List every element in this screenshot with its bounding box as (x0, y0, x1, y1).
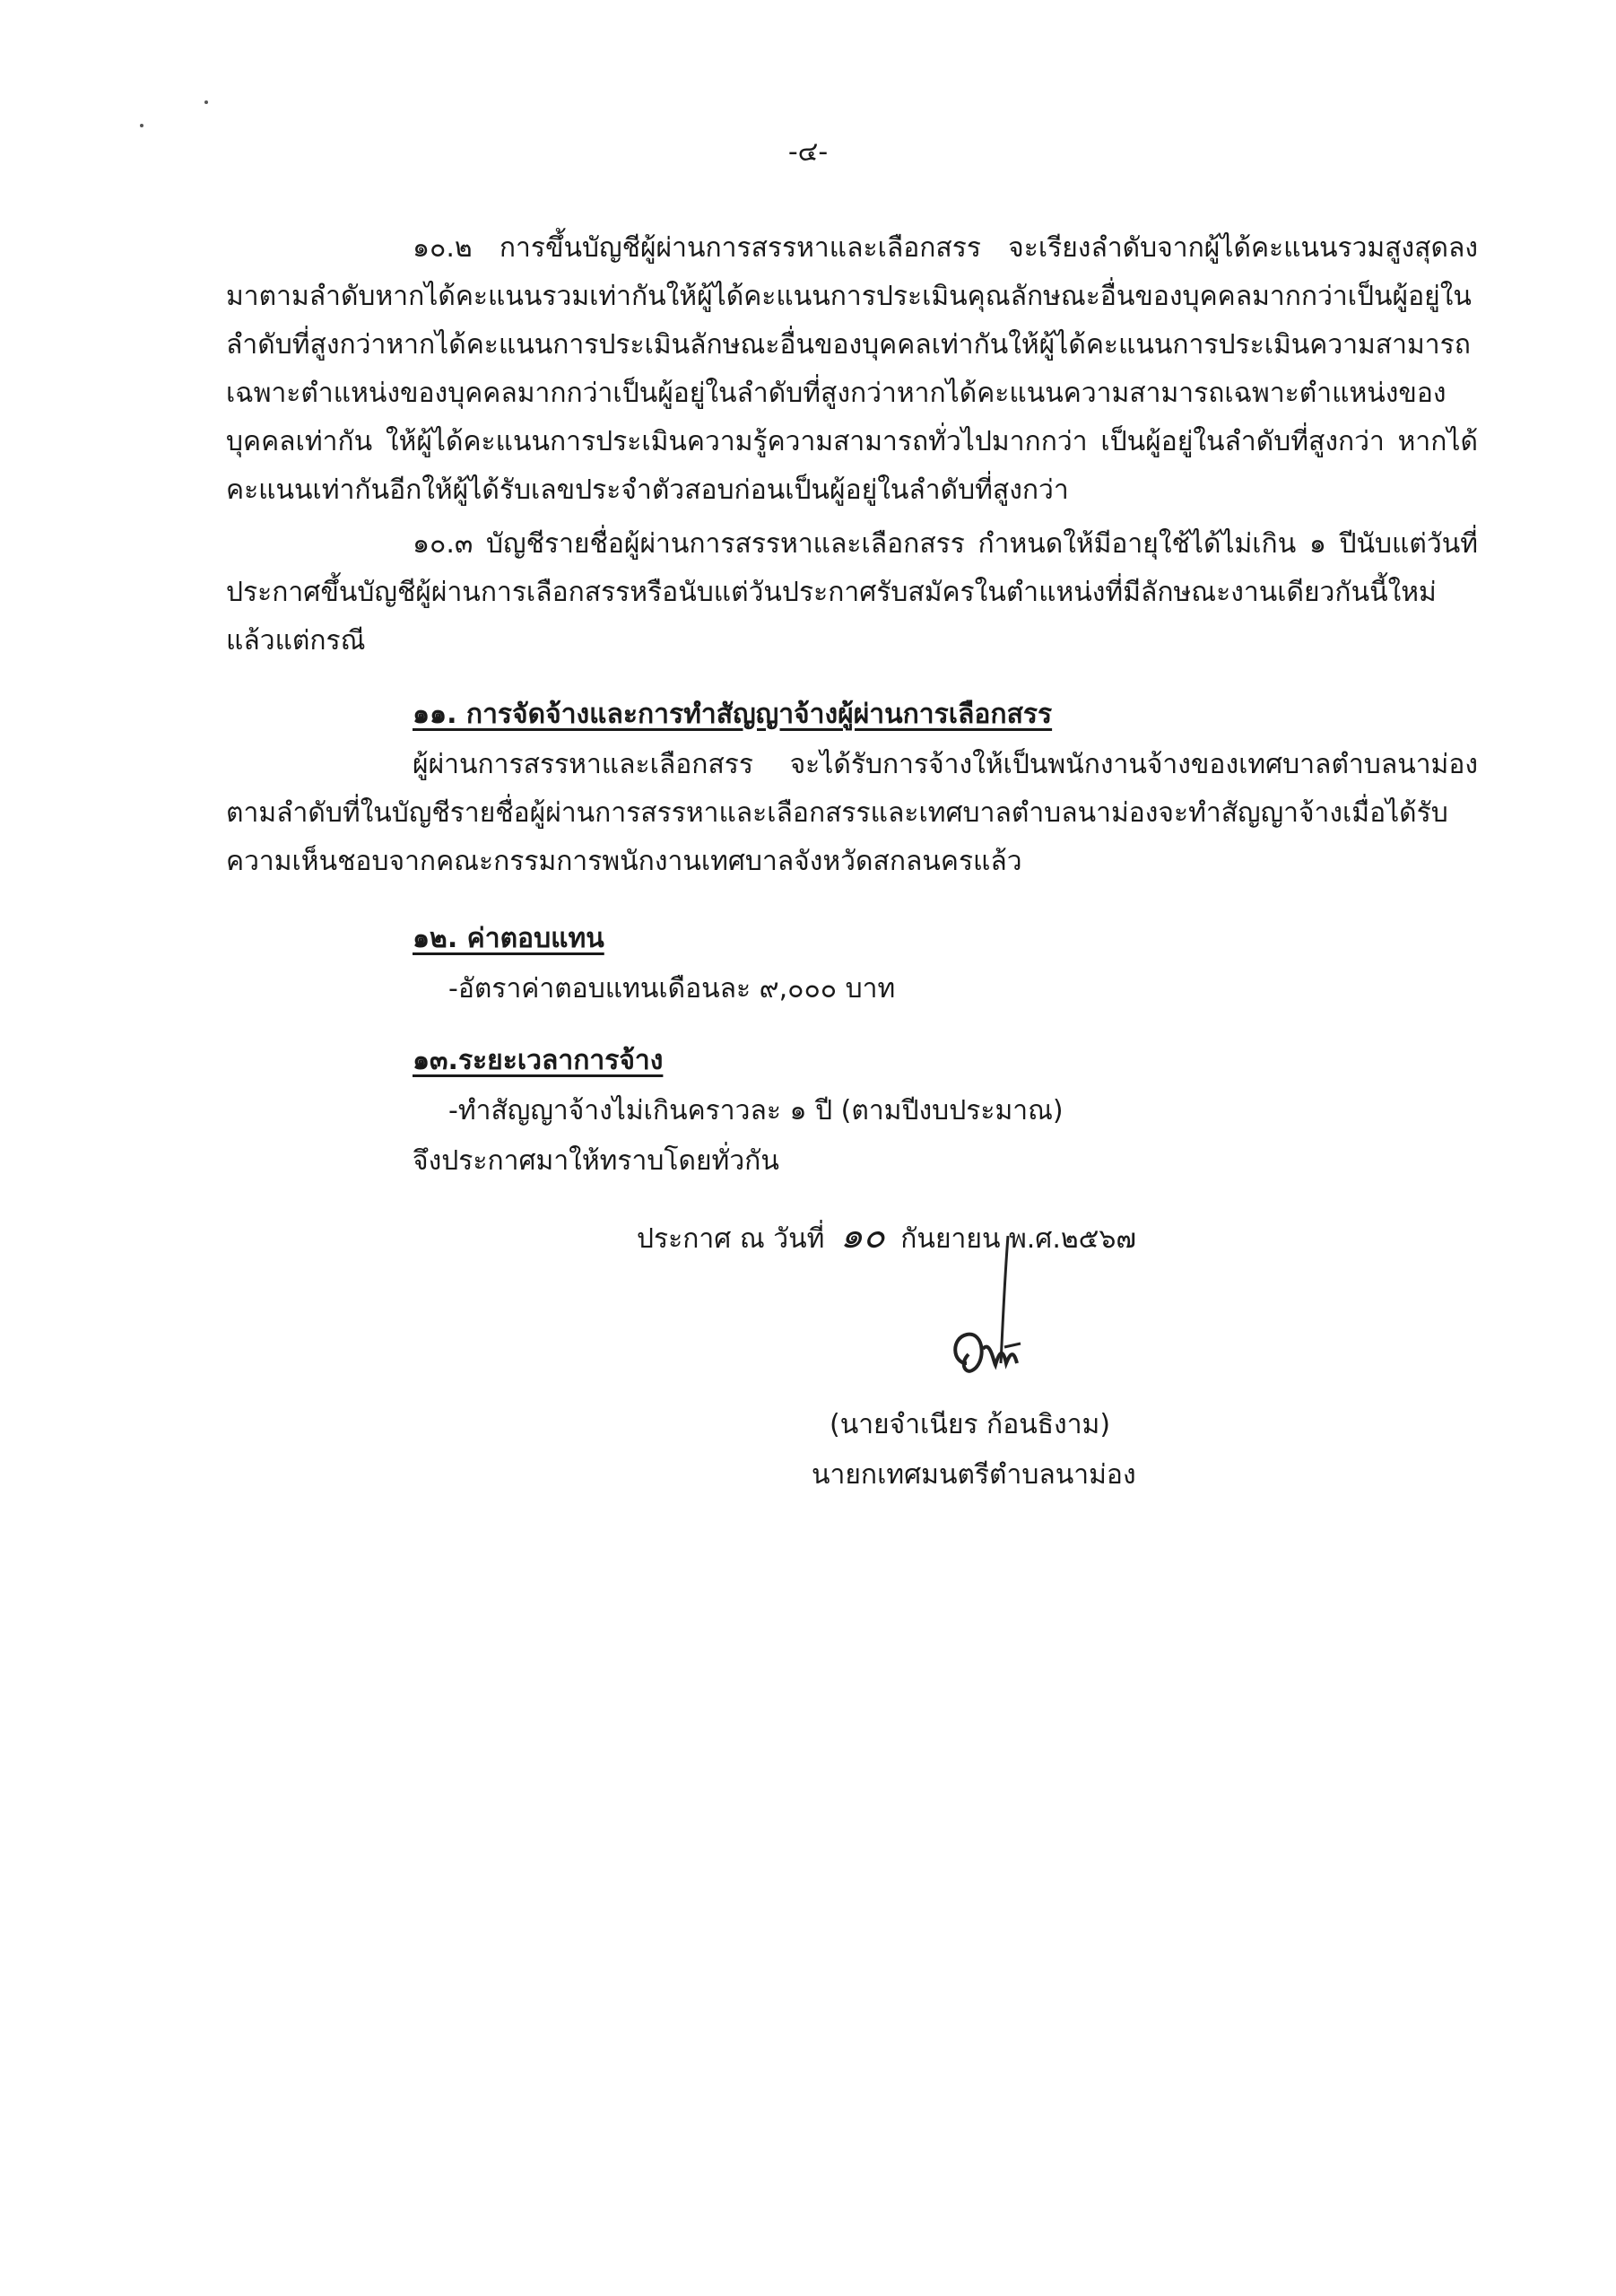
scan-speck (204, 100, 208, 104)
para-10-2-line-4: เฉพาะตำแหน่งของบุคคลมากกว่าเป็นผู้อยู่ในลำดับที่สูงกว่าหากได้คะแนนความสามารถเฉพาะตำแหน่งของ (226, 378, 1447, 409)
signatory-position: นายกเทศมนตรีตำบลนาม่อง (812, 1459, 1136, 1491)
announcement-closing: จึงประกาศมาให้ทราบโดยทั่วกัน (413, 1145, 779, 1177)
handwritten-day: ๑๐ (839, 1215, 885, 1257)
section-11-line-1: ผู้ผ่านการสรรหาและเลือกสรร จะได้รับการจ้างให้เป็นพนักงานจ้างของเทศบาลตำบลนาม่อง (413, 749, 1478, 780)
para-10-2-line-1: ๑๐.๒ การขึ้นบัญชีผู้ผ่านการสรรหาและเลือกสรร จะเรียงลำดับจากผู้ได้คะแนนรวมสูงสุดลง (413, 232, 1478, 264)
para-10-2-line-2: มาตามลำดับหากได้คะแนนรวมเท่ากันให้ผู้ได้คะแนนการประเมินคุณลักษณะอื่นของบุคคลมากกว่าเป็นผู้อยู่ใน (226, 281, 1472, 312)
announcement-date (637, 1215, 1616, 1257)
para-10-3-line-3: แล้วแต่กรณี (226, 625, 366, 657)
para-10-3-line-2: ประกาศขึ้นบัญชีผู้ผ่านการเลือกสรรหรือนับแต่วันประกาศรับสมัครในตำแหน่งที่มีลักษณะงานเดียวกันนี้ใหม่ (226, 577, 1437, 608)
para-10-2-line-6: คะแนนเท่ากันอีกให้ผู้ได้รับเลขประจำตัวสอบก่อนเป็นผู้อยู่ในลำดับที่สูงกว่า (226, 474, 1069, 506)
date-suffix: กันยายน พ.ศ.๒๕๖๗ (900, 1223, 1136, 1255)
page-number: -๔- (787, 136, 829, 168)
scan-speck (140, 124, 143, 127)
section-13-heading: ๑๓.ระยะเวลาการจ้าง (413, 1045, 664, 1076)
section-12-heading: ๑๒. ค่าตอบแทน (413, 923, 604, 954)
para-10-2-line-3: ลำดับที่สูงกว่าหากได้คะแนนการประเมินลักษณะอื่นของบุคคลเท่ากันให้ผู้ได้คะแนนการประเมินความสามารถ (226, 329, 1471, 361)
section-11-line-2: ตามลำดับที่ในบัญชีรายชื่อผู้ผ่านการสรรหาและเลือกสรรและเทศบาลตำบลนาม่องจะทำสัญญาจ้างเมื่อได้รับ (226, 797, 1448, 829)
signatory-name: (นายจำเนียร ก้อนธิงาม) (830, 1409, 1111, 1440)
section-13-item: -ทำสัญญาจ้างไม่เกินคราวละ ๑ ปี (ตามปีงบประมาณ) (448, 1095, 1064, 1126)
para-10-3-line-1: ๑๐.๓ บัญชีรายชื่อผู้ผ่านการสรรหาและเลือกสรร กำหนดให้มีอายุใช้ได้ไม่เกิน ๑ ปีนับแต่วันที่ (413, 528, 1478, 560)
signature-mark (897, 1229, 1076, 1390)
section-11-heading: ๑๑. การจัดจ้างและการทำสัญญาจ้างผู้ผ่านการเลือกสรร (413, 699, 1053, 730)
section-11-line-3: ความเห็นชอบจากคณะกรรมการพนักงานเทศบาลจังหวัดสกลนครแล้ว (226, 846, 1022, 877)
date-prefix: ประกาศ ณ วันที่ (637, 1223, 825, 1255)
section-12-item: -อัตราค่าตอบแทนเดือนละ ๙,๐๐๐ บาท (448, 973, 896, 1004)
para-10-2-line-5: บุคคลเท่ากัน ให้ผู้ได้คะแนนการประเมินความรู้ความสามารถทั่วไปมากกว่า เป็นผู้อยู่ในลำดับที่สูงกว่า หากได้ (226, 426, 1478, 457)
